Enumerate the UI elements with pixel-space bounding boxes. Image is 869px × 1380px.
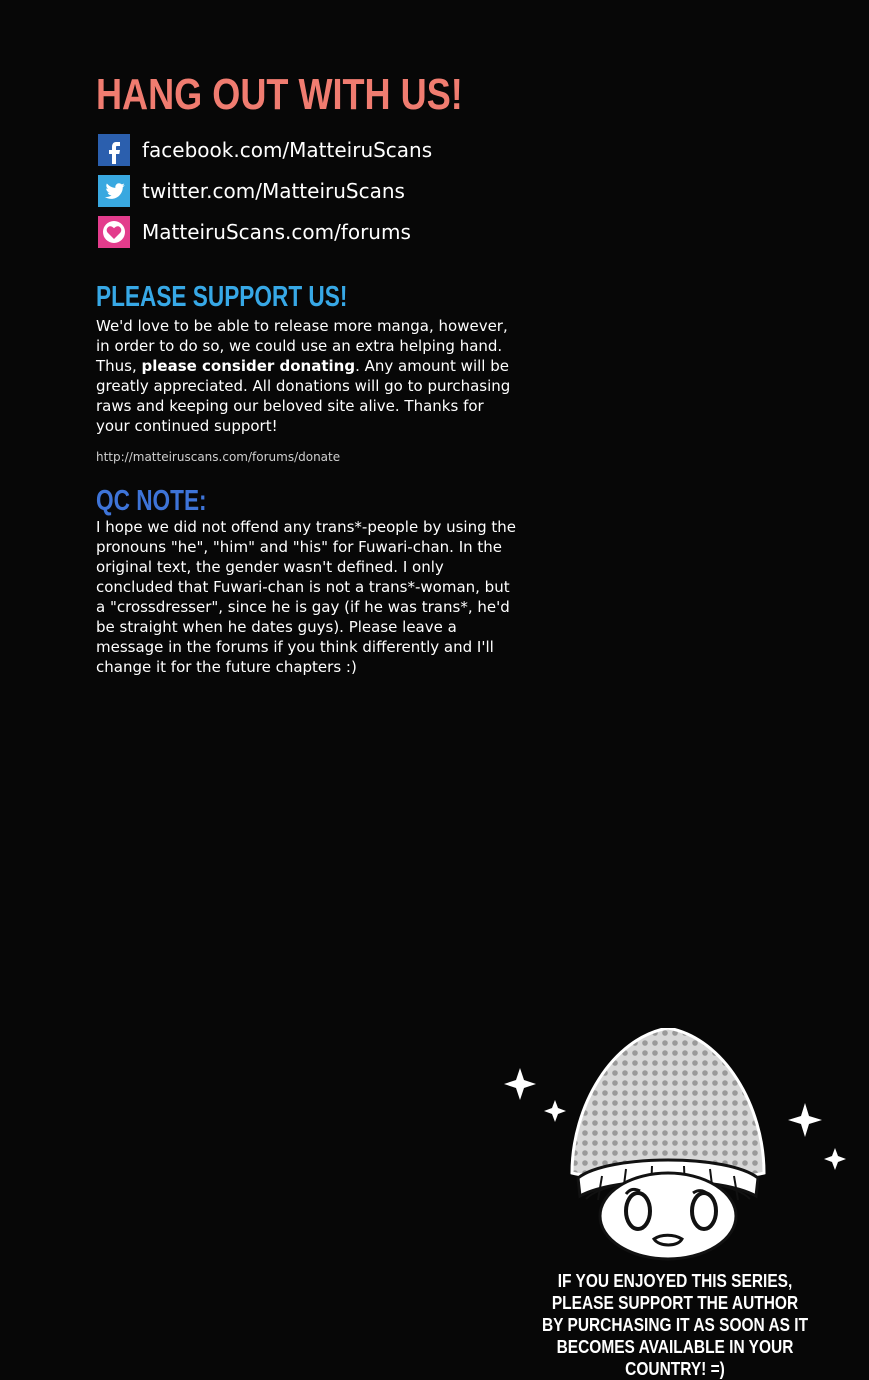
- social-item-twitter[interactable]: [98, 175, 518, 207]
- donate-link[interactable]: http://matteiruscans.com/forums/donate: [96, 450, 341, 464]
- qc-note-title: QC NOTE:: [96, 485, 207, 517]
- social-links-list: [98, 134, 518, 257]
- mascot-illustration: [500, 1028, 860, 1268]
- facebook-link[interactable]: facebook.com/MatteiruScans: [142, 138, 433, 162]
- support-text-part-1: We'd love to be able to release more manga, however, in order to do so, we could use an extra helping hand. Thus,: [96, 317, 508, 375]
- qc-note-paragraph: I hope we did not offend any trans*-people by using the pronouns "he", "him" and "his" for Fuwari-chan. In the original text, the gender wasn't defined. I only concluded that Fuwari-chan is not a trans*-woman, but a "crossdresser", since he is gay (if he was trans*, he'd be straight when he dates guys). Please leave a message in the forums if you think differently and I'll change it for the future chapters :): [96, 518, 517, 676]
- forums-link[interactable]: MatteiruScans.com/forums: [142, 220, 411, 244]
- heart-icon: [98, 216, 130, 248]
- support-paragraph: [96, 316, 516, 436]
- support-author-note: IF YOU ENJOYED THIS SERIES, PLEASE SUPPORT THE AUTHOR BY PURCHASING IT AS SOON AS IT BECOMES AVAILABLE IN YOUR COUNTRY! =): [541, 1271, 809, 1379]
- sparkle-icon: [788, 1103, 822, 1137]
- support-text-part-2: . Any amount will be greatly appreciated. All donations will go to purchasing raws and keeping our beloved site alive. Thanks for your continued support!: [96, 357, 511, 435]
- support-text-strong: please consider donating: [141, 357, 356, 375]
- twitter-link[interactable]: twitter.com/MatteiruScans: [142, 179, 405, 203]
- hang-out-title: HANG OUT WITH US!: [96, 70, 463, 119]
- social-item-facebook[interactable]: [98, 134, 518, 166]
- mushroom-character: [572, 1028, 764, 1259]
- twitter-icon: [98, 175, 130, 207]
- social-item-forums[interactable]: [98, 216, 518, 248]
- sparkle-icon: [504, 1068, 536, 1100]
- facebook-icon: [98, 134, 130, 166]
- sparkle-icon: [544, 1100, 566, 1122]
- support-title: PLEASE SUPPORT US!: [96, 281, 348, 313]
- sparkle-icon: [824, 1148, 846, 1170]
